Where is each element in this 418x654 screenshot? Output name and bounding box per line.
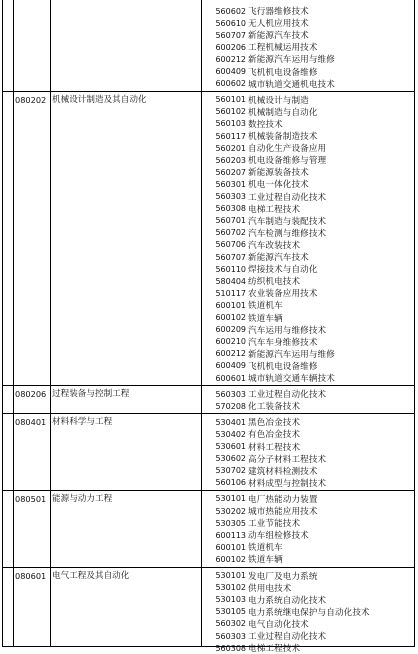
vocational-major-name: 机械设计与制造 [248,95,309,106]
vocational-major-code: 600602 [215,79,246,89]
vocational-major-name: 汽车运用与维修技术 [248,325,327,336]
section-code: 080202 [15,94,47,105]
vocational-major-code: 530305 [215,518,246,528]
vocational-major-row [203,215,326,227]
section-divider [3,91,414,92]
vocational-major-row [203,5,309,17]
vocational-major-code: 560203 [215,155,246,165]
vocational-major-code: 560702 [215,228,246,238]
vocational-major-row [203,428,300,440]
vocational-major-row [203,517,300,529]
vocational-major-row [203,416,300,428]
vocational-major-code: 530601 [215,442,246,451]
vocational-major-code: 600212 [215,54,246,64]
vocational-major-name: 有色冶金技术 [248,430,301,441]
vocational-major-name: 飞机机电设备维修 [248,361,318,372]
vocational-major-row [203,372,335,384]
major-correspondence-table [2,0,415,654]
vocational-major-row [203,312,283,324]
section-divider [3,567,414,568]
vocational-major-code: 600101 [215,542,246,552]
vocational-major-row [203,275,300,287]
vocational-major-code: 560610 [215,18,246,28]
vocational-major-row [203,287,318,299]
vocational-major-code: 600409 [215,361,246,371]
vocational-major-row [203,570,318,582]
section-name: 能源与动力工程 [52,493,113,504]
vocational-major-name: 工程机械运用技术 [248,43,318,54]
vocational-major-name: 电气自动化技术 [248,619,309,630]
section-divider [3,490,414,491]
vocational-major-row [203,453,326,465]
vocational-major-name: 电梯工程技术 [248,204,301,215]
vocational-major-code: 600206 [215,42,246,52]
vocational-major-row [203,360,318,372]
vocational-major-row [203,130,318,142]
section-name: 过程装备与控制工程 [52,389,130,400]
vocational-major-code: 600210 [215,337,246,347]
section-divider [3,413,414,414]
vocational-major-row [203,324,326,336]
vocational-major-code: 560308 [215,643,246,653]
vocational-major-name: 机械制造与自动化 [248,107,318,118]
vocational-major-row [203,53,335,65]
vocational-major-row [203,541,283,553]
vocational-major-name: 城市轨道交通机电技术 [248,79,335,90]
vocational-major-code: 530101 [215,571,246,580]
vocational-major-code: 570208 [215,401,246,411]
vocational-major-row [203,17,309,29]
vocational-major-name: 新能源汽车技术 [248,31,309,42]
vocational-major-name: 新能源汽车技术 [248,253,309,263]
vocational-major-row [203,630,326,642]
vocational-major-name: 工业过程自动化技术 [248,632,327,642]
vocational-major-row [203,348,335,360]
vocational-major-code: 560101 [215,95,246,105]
vocational-major-name: 工业过程自动化技术 [248,390,327,401]
vocational-major-row [203,606,370,618]
vocational-major-name: 材料工程技术 [248,442,301,453]
vocational-major-name: 飞机机电设备维修 [248,67,318,78]
vocational-major-name: 无人机应用技术 [248,19,309,30]
vocational-major-name: 电厂热能动力装置 [248,494,318,505]
vocational-major-row [203,227,326,239]
vocational-major-name: 高分子材料工程技术 [248,454,327,465]
column-divider-name [50,0,51,646]
section-name: 材料科学与工程 [52,417,113,428]
vocational-major-row [203,154,326,166]
vocational-major-code: 560106 [215,478,246,488]
section-divider [3,385,414,386]
vocational-major-name: 汽车改装技术 [248,240,301,251]
vocational-major-code: 600212 [215,349,246,359]
section-name: 机械设计制造及其自动化 [52,94,147,105]
vocational-major-code: 560701 [215,216,246,226]
vocational-major-name: 建筑材料检测技术 [248,466,318,477]
vocational-major-code: 510117 [215,288,246,298]
vocational-major-row [203,618,309,630]
vocational-major-row [203,400,300,412]
column-divider-vocational [201,0,202,646]
vocational-major-code: 560110 [215,264,246,274]
vocational-major-code: 600209 [215,325,246,335]
vocational-major-row [203,299,283,311]
vocational-major-name: 黑色冶金技术 [248,418,301,429]
vocational-major-row [203,529,309,541]
vocational-major-row [203,203,300,215]
vocational-major-row [203,263,318,275]
vocational-major-name: 供用电技术 [248,583,292,594]
vocational-major-name: 动车组检修技术 [248,531,309,542]
vocational-major-code: 580404 [215,276,246,286]
vocational-major-name: 纺织机电技术 [248,277,301,288]
vocational-major-name: 发电厂及电力系统 [248,571,318,582]
vocational-major-row [203,191,326,203]
vocational-major-code: 560301 [215,179,246,189]
vocational-major-name: 新能源汽车运用与维修 [248,55,335,66]
vocational-major-name: 新能源汽车运用与维修 [248,349,335,360]
vocational-major-row [203,251,309,263]
vocational-major-row [203,239,300,251]
vocational-major-name: 工业节能技术 [248,519,301,530]
vocational-major-row [203,441,300,453]
vocational-major-code: 600113 [215,530,246,540]
vocational-major-row [203,582,291,594]
vocational-major-code: 530103 [215,595,246,605]
vocational-major-code: 560308 [215,204,246,214]
vocational-major-name: 化工装备技术 [248,402,301,413]
vocational-major-row [203,29,309,41]
vocational-major-name: 数控技术 [248,119,283,130]
column-divider-code [13,0,14,646]
vocational-major-row [203,493,318,505]
vocational-major-code: 530702 [215,466,246,476]
vocational-major-row [203,118,283,130]
vocational-major-row [203,553,283,565]
vocational-major-code: 560302 [215,619,246,629]
vocational-major-name: 电力系统继电保护与自动化技术 [248,607,370,618]
vocational-major-name: 铁道车辆 [248,555,283,566]
vocational-major-row [203,594,326,606]
vocational-major-code: 530401 [215,417,246,427]
vocational-major-code: 600601 [215,373,246,383]
section-name: 电气工程及其自动化 [52,570,130,581]
vocational-major-code: 560103 [215,119,246,129]
vocational-major-code: 560102 [215,107,246,117]
vocational-major-name: 汽车车身维修技术 [248,337,318,348]
vocational-major-row [203,166,309,178]
vocational-major-name: 电力系统自动化技术 [248,595,327,606]
vocational-major-name: 铁道机车 [248,301,283,312]
vocational-major-name: 电梯工程技术 [248,644,301,654]
vocational-major-code: 600101 [215,300,246,310]
section-code: 080501 [15,493,47,504]
vocational-major-code: 530101 [215,494,246,504]
vocational-major-row [203,78,335,90]
vocational-major-name: 飞行器维修技术 [248,7,309,17]
vocational-major-row [203,642,300,654]
vocational-major-code: 560602 [215,6,246,16]
vocational-major-code: 560207 [215,167,246,177]
vocational-major-code: 560706 [215,240,246,250]
vocational-major-code: 560303 [215,192,246,201]
vocational-major-name: 城市热能应用技术 [248,507,318,517]
vocational-major-code: 560117 [215,131,246,141]
vocational-major-name: 铁道车辆 [248,313,283,324]
vocational-major-code: 530102 [215,583,246,593]
vocational-major-row [203,94,309,106]
vocational-major-name: 城市轨道交通车辆技术 [248,374,335,384]
vocational-major-row [203,106,318,118]
vocational-major-code: 560303 [215,631,246,641]
vocational-major-row [203,505,318,517]
vocational-major-code: 560707 [215,252,246,262]
vocational-major-name: 工业过程自动化技术 [248,192,327,203]
vocational-major-row [203,477,326,489]
vocational-major-name: 汽车制造与装配技术 [248,216,327,227]
vocational-major-code: 600102 [215,554,246,564]
vocational-major-row [203,66,318,78]
vocational-major-code: 530602 [215,454,246,464]
vocational-major-name: 机电一体化技术 [248,180,309,191]
section-code: 080601 [15,570,47,581]
section-code: 080206 [15,389,47,400]
vocational-major-name: 新能源装备技术 [248,168,309,179]
vocational-major-name: 汽车检测与维修技术 [248,228,327,239]
vocational-major-row [203,465,318,477]
vocational-major-name: 自动化生产设备应用 [248,144,327,155]
vocational-major-name: 材料成型与控制技术 [248,478,327,489]
vocational-major-code: 530105 [215,607,246,617]
vocational-major-code: 560201 [215,143,246,153]
vocational-major-name: 农业装备应用技术 [248,289,318,300]
vocational-major-row [203,178,309,190]
vocational-major-row [203,388,326,400]
vocational-major-name: 焊接技术与自动化 [248,265,318,276]
vocational-major-code: 530202 [215,506,246,516]
vocational-major-code: 600409 [215,67,246,76]
vocational-major-code: 530402 [215,429,246,439]
vocational-major-name: 铁道机车 [248,543,283,554]
vocational-major-name: 机械装备制造技术 [248,132,318,142]
section-code: 080401 [15,417,47,428]
vocational-major-row [203,336,318,348]
vocational-major-row [203,41,318,53]
vocational-major-row [203,142,326,154]
vocational-major-code: 560707 [215,30,246,40]
vocational-major-code: 600102 [215,313,246,322]
vocational-major-name: 机电设备维修与管理 [248,156,327,167]
vocational-major-code: 560303 [215,389,246,399]
